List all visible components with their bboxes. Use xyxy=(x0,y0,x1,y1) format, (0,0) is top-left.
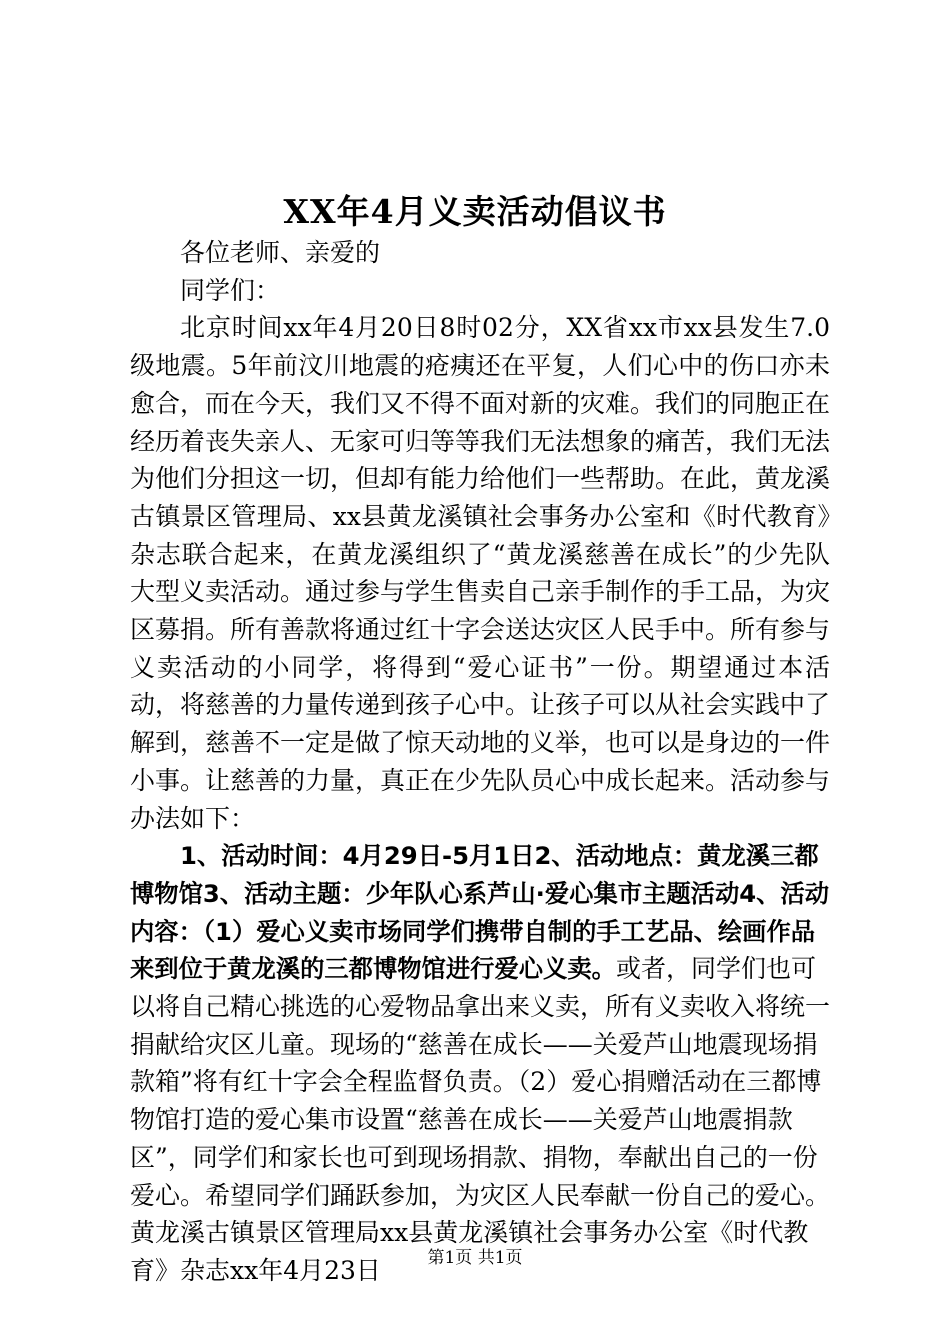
details-paragraph xyxy=(130,837,830,1289)
details-bold-text: 1、活动时间：4月29日-5月1日2、活动地点：黄龙溪三都博物馆3、活动主题：少年队心系芦山·爱心集市主题活动4、活动内容：（1）爱心义卖市场同学们携带自制的手工艺品、绘画作品来到位于黄龙溪的三都博物馆进行爱心义卖。 xyxy=(130,841,830,984)
salutation-line-1: 各位老师、亲爱的 xyxy=(180,238,381,267)
page-title: XX年4月义卖活动倡议书 xyxy=(283,192,667,231)
salutation-line-2: 同学们： xyxy=(180,275,281,305)
main-paragraph: 北京时间xx年4月20日8时02分，XX省xx市xx县发生7.0级地震。5年前汶川地震的疮痍还在平复，人们心中的伤口亦未愈合，而在今天，我们又不得不面对新的灾难。我们的同胞正在经历着丧失亲人、无家可归等等我们无法想象的痛苦，我们无法为他们分担这一切，但却有能力给他们一些帮助。在此，黄龙溪古镇景区管理局、xx县黄龙溪镇社会事务办公室和《时代教育》杂志联合起来，在黄龙溪组织了“黄龙溪慈善在成长”的少先队大型义卖活动。通过参与学生售卖自己亲手制作的手工品，为灾区募捐。所有善款将通过红十字会送达灾区人民手中。所有参与义卖活动的小同学，将得到“爱心证书”一份。期望通过本活动，将慈善的力量传递到孩子心中。让孩子可以从社会实践中了解到，慈善不一定是做了惊天动地的义举，也可以是身边的一件小事。让慈善的力量，真正在少先队员心中成长起来。活动参与办法如下： xyxy=(130,313,831,833)
document-body xyxy=(130,234,830,1290)
details-regular-text: 或者，同学们也可以将自己精心挑选的心爱物品拿出来义卖，所有义卖收入将统一捐献给灾区儿童。现场的“慈善在成长——关爱芦山地震现场捐款箱”将有红十字会全程监督负责。（2）爱心捐赠活动在三都博物馆打造的爱心集市设置“慈善在成长——关爱芦山地震捐款区”，同学们和家长也可到现场捐款、捐物，奉献出自己的一份爱心。希望同学们踊跃参加，为灾区人民奉献一份自己的爱心。黄龙溪古镇景区管理局xx县黄龙溪镇社会事务办公室《时代教育》杂志xx年4月23日 xyxy=(130,954,831,1285)
page-footer: 第1页 共1页 xyxy=(427,1248,523,1268)
